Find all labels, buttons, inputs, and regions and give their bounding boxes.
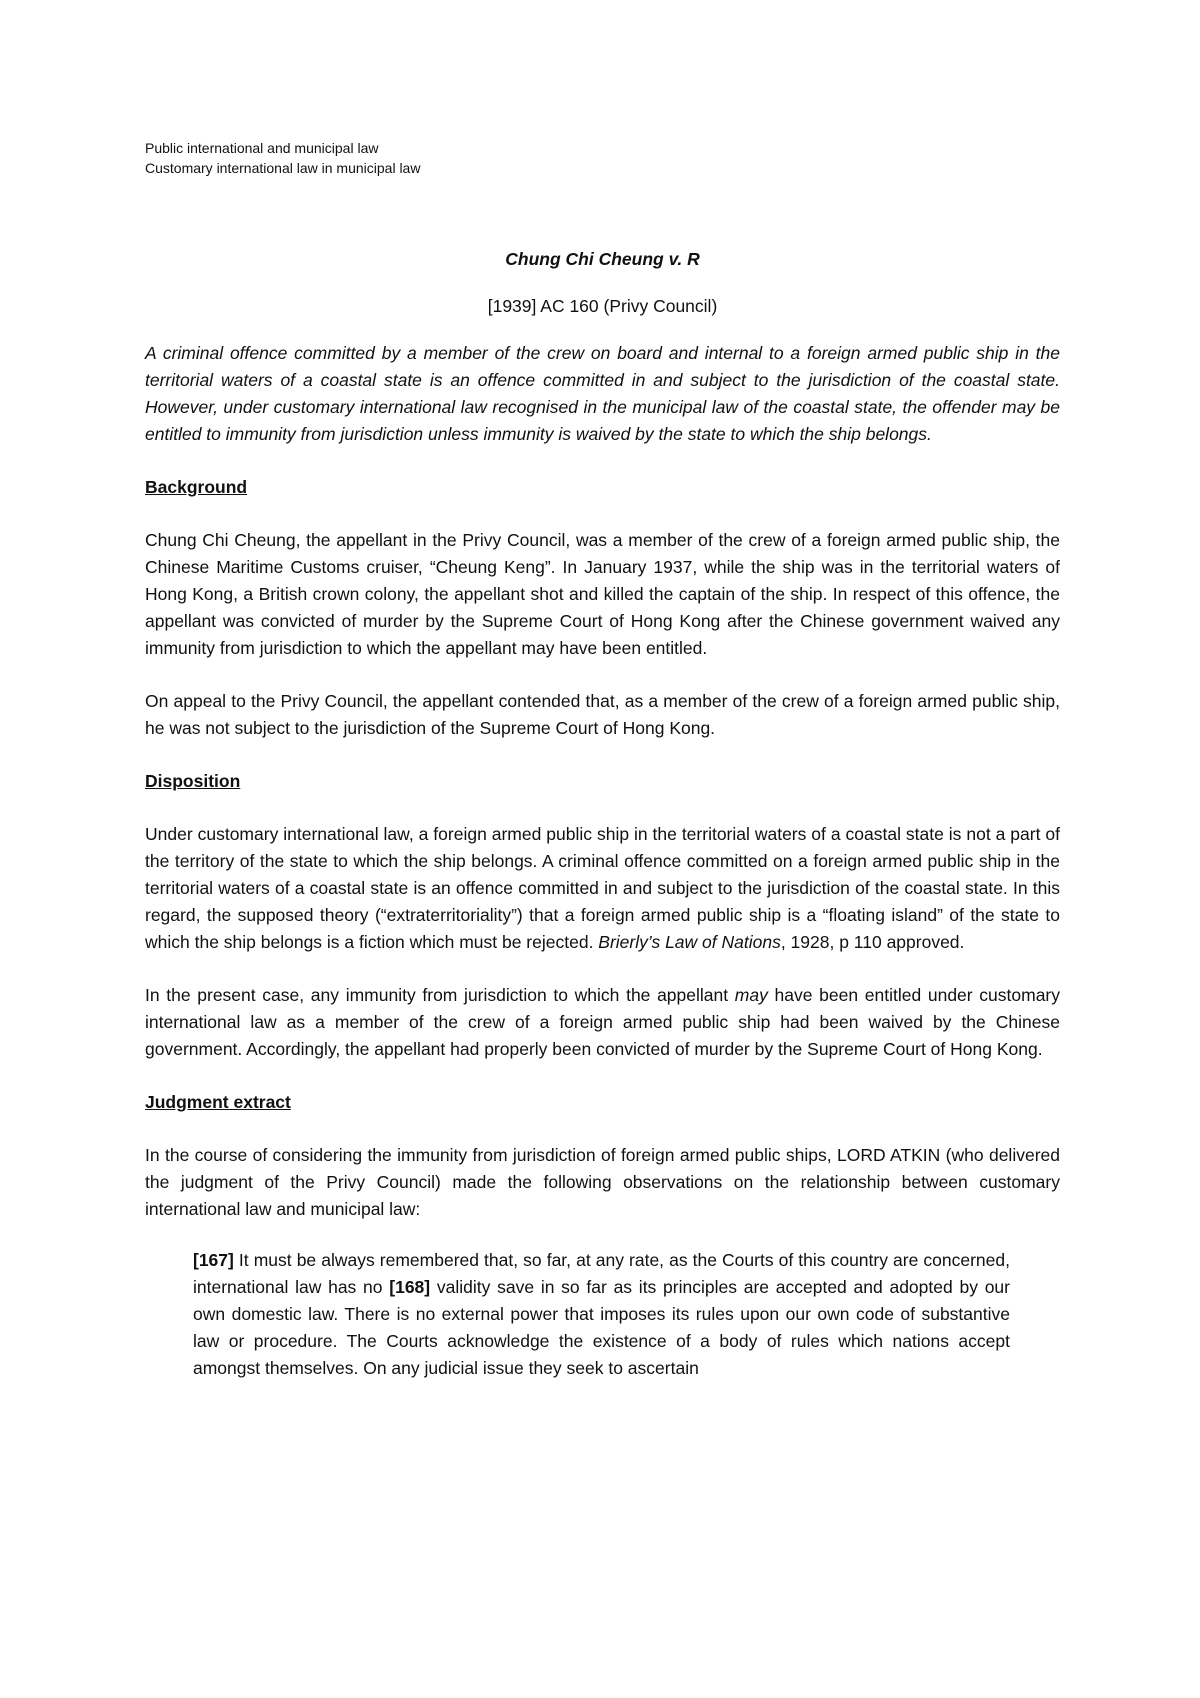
disposition-paragraph-2-end: have been entitled under customary international law as a member of the crew of a foreign armed public ship had been waived by the Chinese government. Accordingly, the appellant had properly been convicted of murder by the Supreme Court of Hong Kong. (145, 985, 1061, 1059)
brierly-citation: Brierly’s Law of Nations (598, 932, 781, 952)
disposition-paragraph-1 (145, 821, 1060, 956)
disposition-heading: Disposition (145, 771, 241, 791)
background-paragraph-1: Chung Chi Cheung, the appellant in the Privy Council, was a member of the crew of a foreign armed public ship, the Chinese Maritime Customs cruiser, “Cheung Keng”. In January 1937, while the ship was in the territorial waters of Hong Kong, a British crown colony, the appellant shot and killed the captain of the ship. In respect of this offence, the appellant was convicted of murder by the Supreme Court of Hong Kong after the Chinese government waived any immunity from jurisdiction to which the appellant may have been entitled. (145, 530, 1060, 658)
header-topic: Customary international law in municipal law (145, 160, 421, 176)
page-ref-168: [168] (389, 1277, 431, 1297)
judgment-intro: In the course of considering the immunity from jurisdiction of foreign armed public ships, LORD ATKIN (who delivered the judgment of the Privy Council) made the following observations on the relationship between customary international law and municipal law: (145, 1145, 1060, 1219)
disposition-paragraph-1-tail: , 1928, p 110 approved. (780, 932, 965, 952)
quote-part-2: validity save in so far as its principles are accepted and adopted by our own domestic law. There is no external power that imposes its rules upon our own code of substantive law or procedure. The Courts acknowledge the existence of a body of rules which nations accept amongst themselves. On any judicial issue they seek to ascertain (193, 1277, 1010, 1378)
disposition-paragraph-1-text: Under customary international law, a foreign armed public ship in the territorial waters of a coastal state is not a part of the territory of the state to which the ship belongs. A criminal offence committed on a foreign armed public ship in the territorial waters of a coastal state is an offence committed in and subject to the jurisdiction of the coastal state. In this regard, the supposed theory (“extraterritoriality”) that a foreign armed public ship is a “floating island” of the state to which the ship belongs is a fiction which must be rejected. (145, 824, 1060, 952)
emphasis-may: may (734, 985, 768, 1005)
header-subject: Public international and municipal law (145, 140, 379, 156)
disposition-paragraph-2-start: In the present case, any immunity from jurisdiction to which the appellant (145, 985, 735, 1005)
quote-part-1: It must be always remembered that, so far, at any rate, as the Courts of this country are concerned, international law has no (193, 1250, 1010, 1297)
case-citation: [1939] AC 160 (Privy Council) (487, 296, 718, 316)
background-paragraph-2: On appeal to the Privy Council, the appellant contended that, as a member of the crew of a foreign armed public ship, he was not subject to the jurisdiction of the Supreme Court of Hong Kong. (145, 691, 1060, 738)
judgment-heading: Judgment extract (145, 1092, 291, 1112)
case-title: Chung Chi Cheung v. R (505, 249, 700, 269)
disposition-paragraph-2 (145, 982, 1060, 1063)
document-page (145, 138, 1060, 1382)
page-ref-167: [167] (193, 1250, 234, 1270)
background-heading: Background (145, 477, 248, 497)
judgment-quote (145, 1247, 1060, 1382)
headnote: A criminal offence committed by a member of the crew on board and internal to a foreign armed public ship in the territorial waters of a coastal state is an offence committed in and subject to the jurisdiction of the coastal state. However, under customary international law recognised in the municipal law of the coastal state, the offender may be entitled to immunity from jurisdiction unless immunity is waived by the state to which the ship belongs. (145, 343, 1060, 444)
